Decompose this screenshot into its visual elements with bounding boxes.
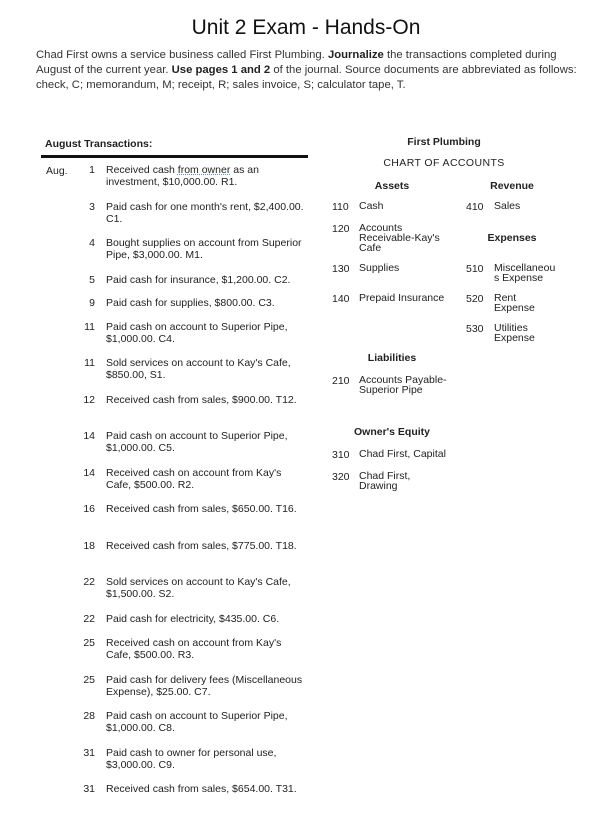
intro-bold-2: Use pages 1 and 2 — [171, 64, 271, 76]
account-number: 140 — [332, 293, 350, 305]
transaction-item — [70, 541, 306, 553]
account-name: Chad First, Drawing — [359, 470, 411, 492]
transaction-day: 22 — [83, 613, 95, 625]
transaction-item — [70, 275, 306, 287]
transaction-text: Received cash from sales, $775.00. T18. — [106, 540, 297, 552]
account-number: 530 — [466, 323, 484, 335]
transaction-text: Paid cash for electricity, $435.00. C6. — [106, 613, 280, 625]
expenses-heading: Expenses — [487, 232, 537, 244]
assets-heading: Assets — [374, 180, 410, 192]
transaction-item — [70, 202, 306, 225]
transaction-item — [70, 395, 306, 407]
transaction-item — [70, 638, 306, 661]
account-name: Cash — [359, 200, 384, 212]
transaction-text: Paid cash for insurance, $1,200.00. C2. — [106, 274, 291, 286]
transaction-day: 9 — [89, 297, 95, 309]
account-number: 120 — [332, 223, 350, 235]
account-name: Chad First, Capital — [359, 448, 446, 460]
account-name: Prepaid Insurance — [359, 292, 445, 304]
transaction-text: Paid cash for delivery fees (Miscellaneous Expense), $25.00. C7. — [106, 674, 303, 698]
transaction-text: Received cash on account from Kay's Cafe, $500.00. R3. — [106, 637, 282, 661]
transaction-item — [70, 322, 306, 345]
transaction-item — [70, 577, 306, 600]
transaction-item — [70, 468, 306, 491]
transaction-day: 1 — [89, 164, 95, 176]
transaction-item — [70, 298, 306, 310]
account-number: 410 — [466, 201, 484, 213]
transaction-text: Received cash from sales, $654.00. T31. — [106, 783, 297, 795]
transaction-day: 14 — [83, 430, 95, 442]
transaction-day: 25 — [83, 674, 95, 686]
transaction-day: 11 — [84, 321, 95, 333]
transaction-text: Paid cash to owner for personal use, $3,000.00. C9. — [106, 747, 277, 771]
account-number: 210 — [332, 375, 350, 387]
transaction-day: 31 — [83, 783, 95, 795]
account-number: 110 — [332, 201, 349, 213]
transaction-text: Received cash from sales, $650.00. T16. — [106, 503, 297, 515]
account-number: 520 — [466, 293, 484, 305]
intro-text-3: of the journal. Source documents are abbreviated as follows: check, C; memorandum, M; receipt, R; sales invoice, S; calculator tape, T. — [36, 64, 577, 91]
spellcheck-underline-phrase: from owner — [177, 164, 231, 176]
transaction-text: Paid cash on account to Superior Pipe, $1,000.00. C4. — [106, 321, 288, 345]
liabilities-heading: Liabilities — [367, 352, 417, 364]
transaction-day: 25 — [83, 637, 95, 649]
transaction-day: 22 — [83, 576, 95, 588]
transaction-item — [70, 165, 306, 188]
company-name: First Plumbing — [407, 136, 481, 148]
transaction-text: Received cash on account from Kay's Cafe, $500.00. R2. — [106, 467, 282, 491]
transaction-item — [70, 504, 306, 516]
transaction-item — [70, 431, 306, 454]
transaction-item — [70, 711, 306, 734]
account-name: Miscellaneous Expense — [494, 262, 556, 284]
transaction-day: 28 — [83, 710, 95, 722]
transaction-item — [70, 748, 306, 771]
transaction-text: Received cash from sales, $900.00. T12. — [106, 394, 297, 406]
owners-equity-heading: Owner's Equity — [353, 426, 430, 438]
transaction-text: Paid cash on account to Superior Pipe, $1,000.00. C5. — [106, 430, 288, 454]
intro-text-1: Chad First owns a service business called First Plumbing. — [36, 49, 328, 61]
account-name: Rent Expense — [494, 292, 535, 314]
transaction-day: 14 — [83, 467, 95, 479]
account-number: 130 — [332, 263, 350, 275]
account-number: 310 — [332, 449, 350, 461]
account-name: Accounts Payable-Superior Pipe — [359, 374, 447, 396]
transaction-text: Paid cash for one month's rent, $2,400.00. C1. — [106, 201, 304, 225]
transaction-day: 18 — [83, 540, 95, 552]
transaction-item — [70, 614, 306, 626]
chart-of-accounts-title: CHART OF ACCOUNTS — [383, 157, 505, 169]
transaction-day: 3 — [89, 201, 95, 213]
transaction-item — [70, 675, 306, 698]
revenue-heading: Revenue — [490, 180, 534, 192]
transactions-month: Aug. — [46, 165, 68, 177]
intro-text-2: the transactions completed during August of the current year. — [36, 49, 557, 76]
transaction-text: Bought supplies on account from Superior Pipe, $3,000.00. M1. — [106, 237, 302, 261]
page-title: Unit 2 Exam - Hands-On — [191, 16, 421, 39]
transaction-day: 12 — [83, 394, 95, 406]
transaction-day: 11 — [84, 357, 95, 369]
transaction-item — [70, 238, 306, 261]
transactions-heading: August Transactions: — [45, 138, 153, 150]
transaction-text: Sold services on account to Kay's Cafe, $850.00, S1. — [106, 357, 291, 381]
transaction-day: 5 — [89, 274, 95, 286]
instructions — [36, 48, 581, 93]
account-number: 510 — [466, 263, 484, 275]
account-name: Supplies — [359, 262, 400, 274]
account-number: 320 — [332, 471, 350, 483]
account-name: Sales — [494, 200, 521, 212]
account-name: Accounts Receivable-Kay's Cafe — [359, 222, 440, 254]
intro-bold-1: Journalize — [327, 49, 384, 61]
transaction-text: Paid cash for supplies, $800.00. C3. — [106, 297, 275, 309]
transaction-item — [70, 358, 306, 381]
transaction-text: Paid cash on account to Superior Pipe, $1,000.00. C8. — [106, 710, 288, 734]
account-name: Utilities Expense — [494, 322, 535, 344]
transaction-day: 16 — [83, 503, 95, 515]
transaction-day: 31 — [83, 747, 95, 759]
transaction-text: Received cash from owner as an investment, $10,000.00. R1. — [106, 164, 259, 188]
transaction-day: 4 — [89, 237, 95, 249]
transactions-divider — [41, 155, 308, 158]
transaction-item — [70, 784, 306, 796]
transaction-text: Sold services on account to Kay's Cafe, $1,500.00. S2. — [106, 576, 291, 600]
